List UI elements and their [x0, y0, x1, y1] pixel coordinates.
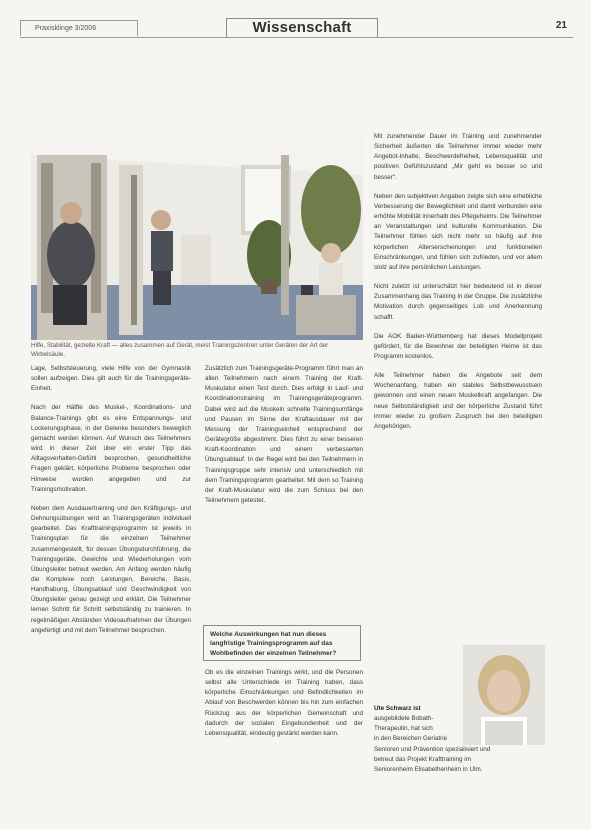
training-room-photo: [31, 135, 363, 340]
paragraph: Die AOK Baden-Württemberg hat dieses Modellprojekt gefördert, für die Bewohner der beteiligten Heime ist das Programm kostenlos.: [374, 332, 542, 360]
paragraph: Nach der Hälfte des Muskel-, Koordinations- und Balance-Trainings gibt es eine Entspannungs- und Lockerungsphase, in der Gelenke besonders beweglich gemacht werden können. Auf Wunsch des Teilnehmers wird in dieser Zeit über ein erster Tipp das Alltagsverhalten-Gefühl besprochen, gesundheitliche Fragen geklärt, körperliche Probleme besprochen oder Hinweise wurden angegeben und zur Trainingsmotivation.: [31, 404, 191, 493]
issue-label: Praxisklinge 3/2006: [20, 20, 138, 36]
paragraph: Ob es die einzelnen Trainings wirkt, und die Personen selbst alle Unterschiede im Training haben, dass körperliche Einschränkungen und Befindlichkeiten im Ablauf von Beschwerden können bis hin zum einfachen Rückzug aus der körperlichen Gemeinschaft und dadurch der sozialen Eingebundenheit und der Lebensqualität, eindeutig gestärkt werden kann.: [205, 669, 363, 737]
bio-line: Seniorenheim Elisabethenheim in Ulm.: [374, 765, 483, 773]
paragraph: Alle Teilnehmer haben die Angebote seit dem Wochenanfang, haben ein stabiles Selbstbewusstsein gewonnen und einen neuen Muskelkraft angefangen. Die neue Selbstständigkeit und der körperliche Zustand führt immer wieder zu großem Zuspruch bei den beteiligten Angehörigen.: [374, 372, 542, 430]
page-number: 21: [555, 20, 567, 31]
paragraph: Neben den subjektiven Angaben zeigte sich eine erhebliche Verbesserung der Beweglichkeit und damit verbunden eine erhöhte Mobilität innerhalb des Pflegeheims. Die Teilnehmer an Veranstaltungen und kulturelle Kommunikation. Die Teilnehmer fühlen sich nicht mehr so häufig auf ihre körperlichen Alterserscheinungen und funktionellen Einschränkungen, und fühlen sich zufrieden, und vor allem stolz auf ihre persönlichen Leistungen.: [374, 192, 542, 271]
paragraph: Nicht zuletzt ist unterschätzt hier bedeutend ist in dieser Zusammenhang das Training in der Gruppe. Die zusätzliche Motivation durch gegenseitiges Lob und Anerkennung schafft.: [374, 283, 542, 321]
bio-line: ausgebildete Bobath-: [374, 715, 434, 723]
page-header: [20, 18, 573, 40]
paragraph: Zusätzlich zum Trainingsgeräte-Programm führt man an allen Teilnehmern nach einem Training der Kraft-Muskulatur einen Test durch. Dies erfolgt in Lauf- und Koordinationstraining im Trainingsgeräteprogramm. Dabei wird auf die Muskeln schnelle Trainingsumfänge und Pausen im Sinne der Kraftausdauer mit der Messung der Trainingseinheit entsprechend der Gerätegröße abgestimmt. Dies führt zu einer besseren Kraft-Koordination und einem verbesserten Übungsablauf. In der Regel wird bei den Teilnehmern in Trainingsgruppe sehr intensiv und unterschiedlich mit dem Trainingsprogramm gearbeitet. Mit dem so Training der Kraft-Muskulatur wird die zum Schluss bei den Teilnehmern getestet.: [205, 365, 363, 505]
bio-line: Therapeutin, hat sich: [374, 725, 433, 733]
section-title: Wissenschaft: [226, 18, 378, 37]
photo-caption: Hilfe, Stabilität, gezielte Kraft — alles zusammen auf Gerät, meist Trainingszentren unter Geräten der Art der Wirbelsäule.: [31, 342, 329, 358]
column-2: [205, 364, 363, 515]
bio-line: Senioren und Prävention spezialisiert und: [374, 745, 491, 753]
author-bio: [374, 704, 544, 775]
column-3: [374, 132, 542, 441]
paragraph: Lage, Selbststeuerung, viele Hilfe von der Gymnastik sollen aufzeigen. Dies gilt auch für die Trainingsgeräte-Einheit.: [31, 365, 191, 393]
paragraph: Neben dem Ausdauertraining und den Kräftigungs- und Dehnungsübungen wird an Trainingsgeräten individuell gearbeitet. Das Krafttrainingsprogramm ist jeweils in Trainingsplan für die einzelnen Teilnehmer zusammengestellt, für dessen Übungsdurchführung, die Trainingsgeräte, Gewichte und Wiederholungen vom Übungsleiter betreut werden. Am Anfang werden häufig die Komplexe noch Leistungen, Bereiche, Basis, Handhabung, Übungsablauf und Geschwindigkeit von Übungsleiter genau gezeigt und erklärt. Die Teilnehmer lernen Schritt für Schritt selbstständig zu trainieren. In regelmäßigen Abständen Videoaufnahmen der Übungen angefertigt und mit dem Teilnehmer besprochen.: [31, 504, 191, 634]
bio-line: in den Bereichen Geriatrie: [374, 735, 448, 743]
photo-illustration: [31, 135, 363, 340]
column-1: [31, 364, 191, 645]
paragraph: Mit zunehmender Dauer im Training und zunehmender Sicherheit äußerten die Teilnehmer immer wieder mehr Angebot-Inhalte, Beschwerdefreiheit, Lebensqualität und positiven Gefühlszustand „Mir geht es besser so und besser“.: [374, 133, 542, 181]
header-rule: [20, 37, 573, 38]
column-2-answer: [205, 668, 363, 748]
author-name: Ute Schwarz ist: [374, 705, 421, 712]
question-box: Welche Auswirkungen hat nun dieses langfristige Trainingsprogramm auf das Wohlbefinden der einzelnen Teilnehmer?: [203, 625, 361, 661]
bio-line: betreut das Projekt Krafttraining im: [374, 755, 471, 763]
